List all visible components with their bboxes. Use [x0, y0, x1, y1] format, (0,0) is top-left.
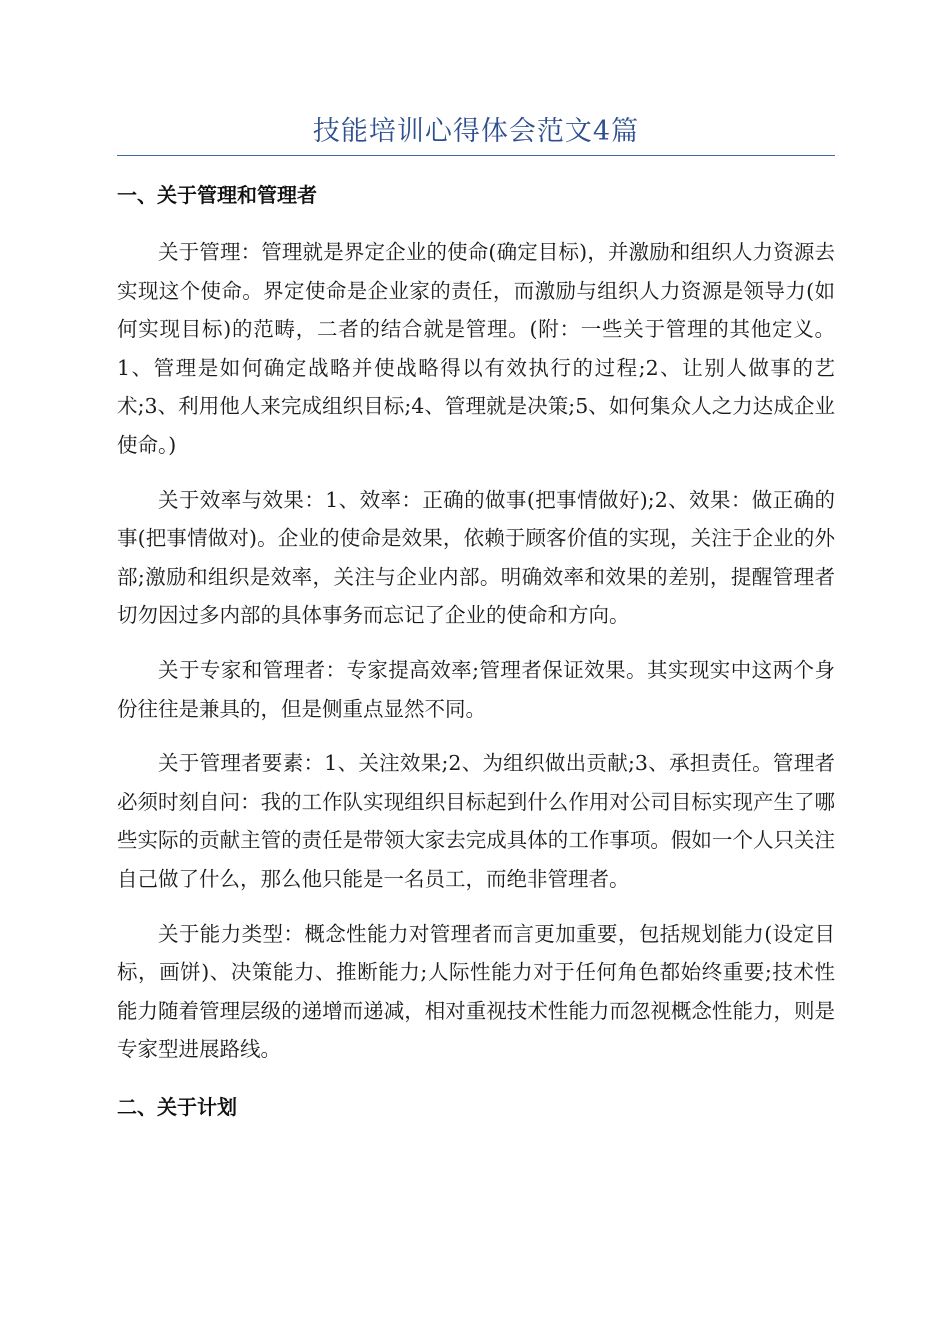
paragraph-manager-elements: 关于管理者要素：1、关注效果;2、为组织做出贡献;3、承担责任。管理者必须时刻自问：我的工作队实现组织目标起到什么作用对公司目标实现产生了哪些实际的贡献主管的责任是带领大家去完成具体的工作事项。假如一个人只关注自己做了什么，那么他只能是一名员工，而绝非管理者。 [117, 751, 835, 891]
paragraph-expert: 关于专家和管理者：专家提高效率;管理者保证效果。其实现实中这两个身份往往是兼具的，但是侧重点显然不同。 [117, 657, 835, 721]
document-body [117, 180, 835, 1122]
document-title: 技能培训心得体会范文4篇 [312, 116, 640, 147]
spacer [117, 899, 835, 915]
section-heading-2: 二、关于计划 [117, 1094, 237, 1119]
paragraph-efficiency: 关于效率与效果：1、效率：正确的做事(把事情做好);2、效果：做正确的事(把事情做对)。企业的使命是效果，依赖于顾客价值的实现，关注于企业的外部;激励和组织是效率，关注与企业内部。明确效率和效果的差别，提醒管理者切勿因过多内部的具体事务而忘记了企业的使命和方向。 [117, 487, 835, 628]
spacer [117, 635, 835, 651]
title-underline [117, 155, 835, 156]
spacer [117, 465, 835, 481]
spacer [117, 210, 835, 233]
paragraph-ability-types: 关于能力类型：概念性能力对管理者而言更加重要，包括规划能力(设定目标，画饼)、决策能力、推断能力;人际性能力对于任何角色都始终重要;技术性能力随着管理层级的递增而递减，相对重视技术性能力而忽视概念性能力，则是专家型进展路线。 [117, 921, 835, 1062]
spacer [117, 728, 835, 744]
section-heading-1: 一、关于管理和管理者 [117, 183, 317, 207]
paragraph-management: 关于管理：管理就是界定企业的使命(确定目标)，并激励和组织人力资源去实现这个使命。界定使命是企业家的责任，而激励与组织人力资源是领导力(如何实现目标)的范畴，二者的结合就是管理。(附：一些关于管理的其他定义。1、管理是如何确定战略并使战略得以有效执行的过程;2、让别人做事的艺术;3、利用他人来完成组织目标;4、管理就是决策;5、如何集众人之力达成企业使命。) [117, 240, 835, 457]
spacer [117, 1069, 835, 1092]
